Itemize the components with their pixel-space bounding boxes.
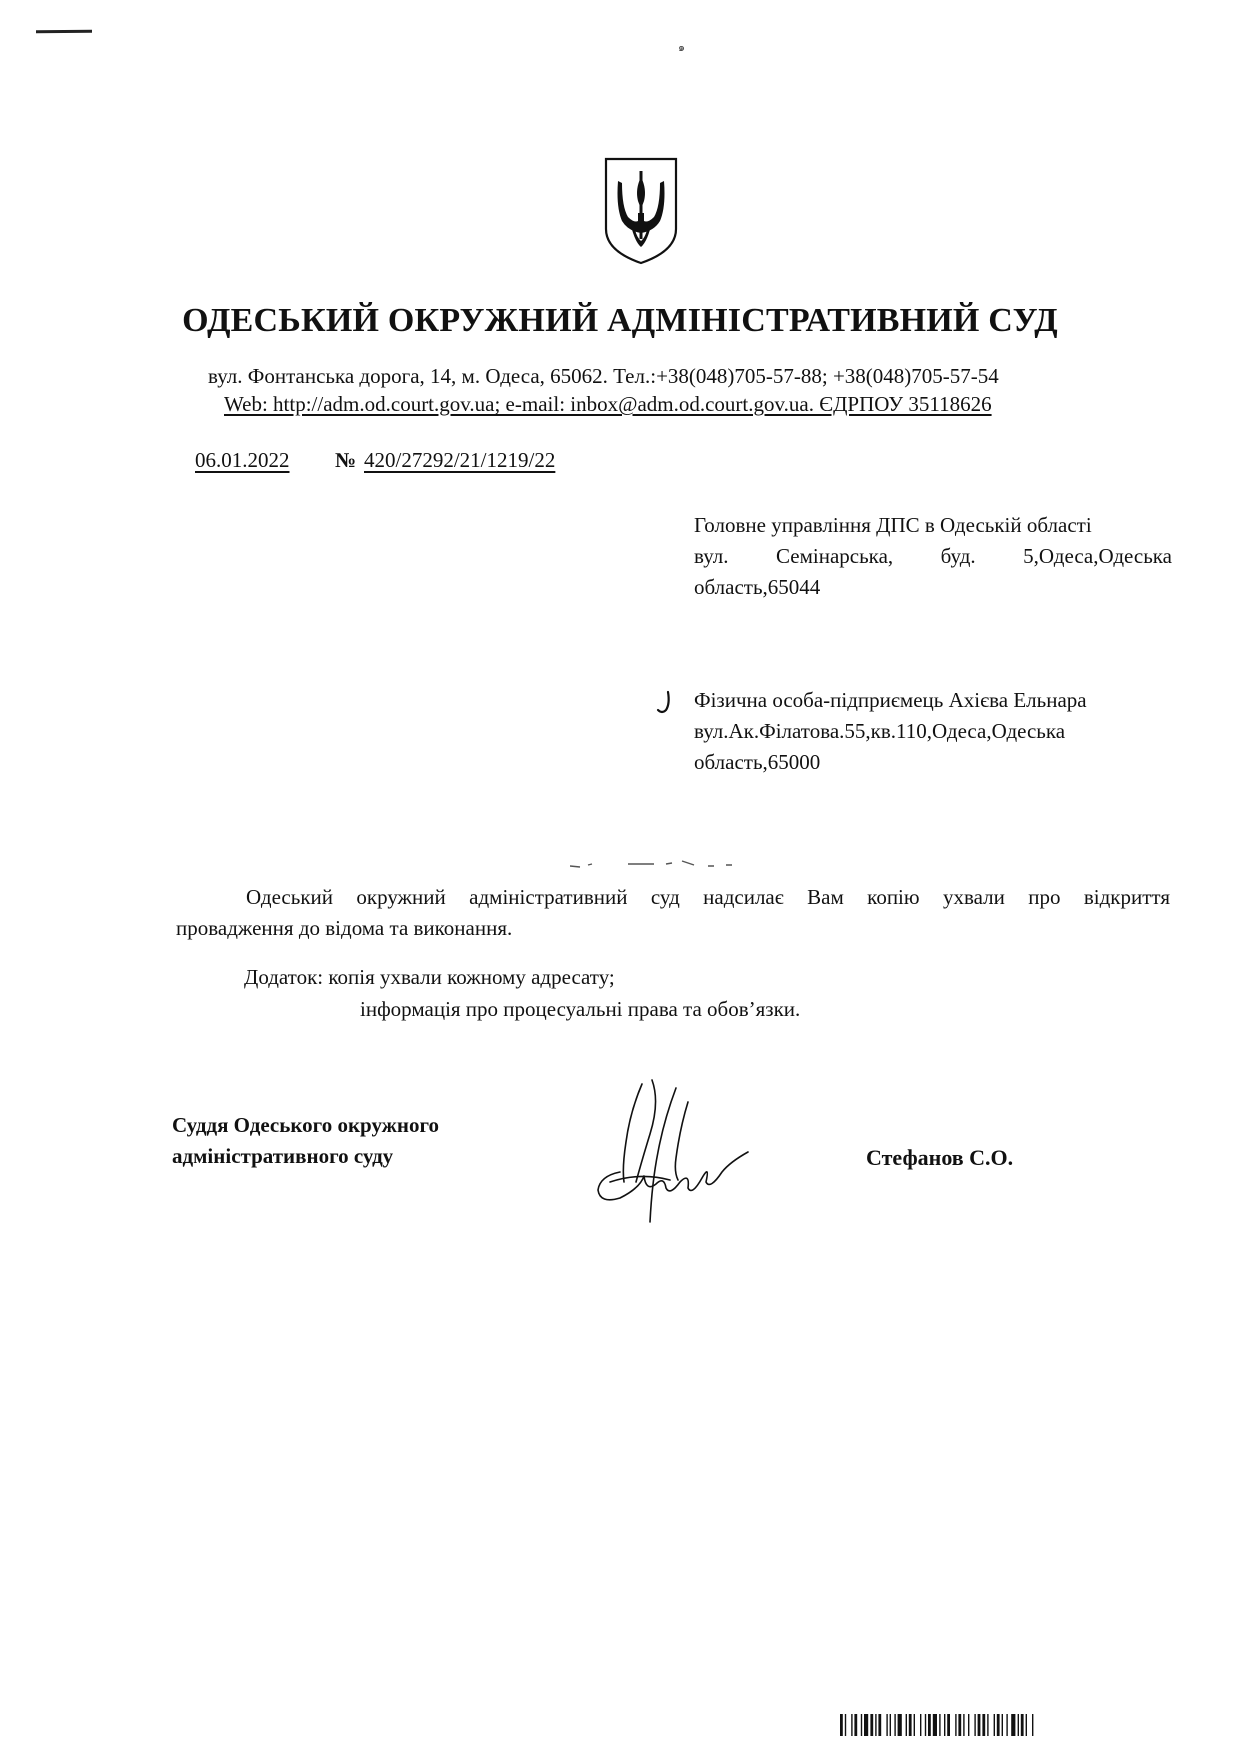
court-address: вул. Фонтанська дорога, 14, м. Одеса, 65062. Тел.:+38(048)705-57-88; +38(048)705-57-54 (208, 364, 999, 388)
barcode-bar (947, 1714, 950, 1736)
barcode-bar (878, 1714, 881, 1736)
recipient-block (694, 510, 1172, 603)
recipient-address-line: область,65000 (694, 750, 821, 774)
barcode-bar (894, 1714, 895, 1736)
barcode-bar (974, 1714, 975, 1736)
barcode-bar (1032, 1714, 1033, 1736)
barcode-bar (963, 1714, 964, 1736)
barcode-bar (906, 1714, 907, 1736)
court-contacts: Web: http://adm.od.court.gov.ua; e-mail: inbox@adm.od.court.gov.ua. ЄДРПОУ 35118626 (224, 392, 992, 416)
attachments-line: інформація про процесуальні права та обов’язки. (360, 997, 801, 1021)
barcode-image (840, 1714, 1162, 1736)
barcode-bar (914, 1714, 915, 1736)
barcode-bar (840, 1714, 843, 1736)
barcode-bar (925, 1714, 926, 1736)
barcode-bar (928, 1714, 931, 1736)
body-paragraph-line: Одеський окружний адміністративний суд надсилає Вам копію ухвали про відкриття (246, 885, 1170, 909)
barcode-bar (845, 1714, 846, 1736)
barcode-bar (982, 1714, 985, 1736)
recipient-address-line: область,65044 (694, 575, 821, 599)
barcode-bar (958, 1714, 961, 1736)
scan-artifact-speck: ๑ (678, 42, 685, 54)
barcode-bar (968, 1714, 969, 1736)
barcode-bar (955, 1714, 956, 1736)
barcode-bar (870, 1714, 873, 1736)
barcode-bar (861, 1714, 862, 1736)
barcode-bar (886, 1714, 887, 1736)
letter-body (176, 882, 1170, 944)
barcode-bar (864, 1714, 868, 1736)
scan-artifact-dashes (570, 858, 740, 868)
barcode-bar (1021, 1714, 1024, 1736)
barcode-bar (1026, 1714, 1027, 1736)
barcode-bar (1006, 1714, 1007, 1736)
barcode-bar (987, 1714, 988, 1736)
recipient-address-line: вул. Семінарська, буд. 5,Одеса,Одеська (694, 544, 1172, 568)
scan-artifact-line (36, 30, 92, 34)
attachments-line: Додаток: копія ухвали кожному адресату; (244, 965, 615, 989)
outgoing-number: 420/27292/21/1219/22 (364, 448, 556, 472)
body-paragraph-line: провадження до відома та виконання. (176, 916, 513, 940)
check-mark-icon (656, 690, 674, 716)
barcode-bar (851, 1714, 852, 1736)
signature-image (580, 1072, 780, 1232)
barcode-bar (875, 1714, 876, 1736)
barcode-bar (909, 1714, 912, 1736)
recipient-address-line: вул.Ак.Філатова.55,кв.110,Одеса,Одеська (694, 719, 1066, 743)
judge-name: Стефанов С.О. (866, 1145, 1014, 1170)
court-name-heading: ОДЕСЬКИЙ ОКРУЖНИЙ АДМІНІСТРАТИВНИЙ СУД (182, 302, 1058, 339)
judge-title-line: адміністративного суду (172, 1144, 394, 1168)
barcode-bar (890, 1714, 891, 1736)
coat-of-arms-icon (602, 155, 680, 267)
barcode-bar (978, 1714, 981, 1736)
barcode-bar (994, 1714, 995, 1736)
recipient-name: Фізична особа-підприємець Ахієва Ельнара (694, 688, 1087, 712)
recipient-name: Головне управління ДПС в Одеській області (694, 513, 1092, 537)
outgoing-number-label: № (335, 448, 357, 472)
barcode-bar (854, 1714, 857, 1736)
barcode-bar (920, 1714, 921, 1736)
barcode-bar (898, 1714, 902, 1736)
barcode-bar (939, 1714, 940, 1736)
recipient-block (694, 685, 1172, 778)
barcode-bar (944, 1714, 945, 1736)
outgoing-date: 06.01.2022 (195, 448, 290, 472)
barcode-bar (1002, 1714, 1003, 1736)
judge-title (172, 1110, 439, 1172)
barcode-bar (1011, 1714, 1015, 1736)
barcode-bar (933, 1714, 937, 1736)
judge-title-line: Суддя Одеського окружного (172, 1113, 440, 1137)
barcode-bar (997, 1714, 1000, 1736)
barcode-bar (1018, 1714, 1019, 1736)
